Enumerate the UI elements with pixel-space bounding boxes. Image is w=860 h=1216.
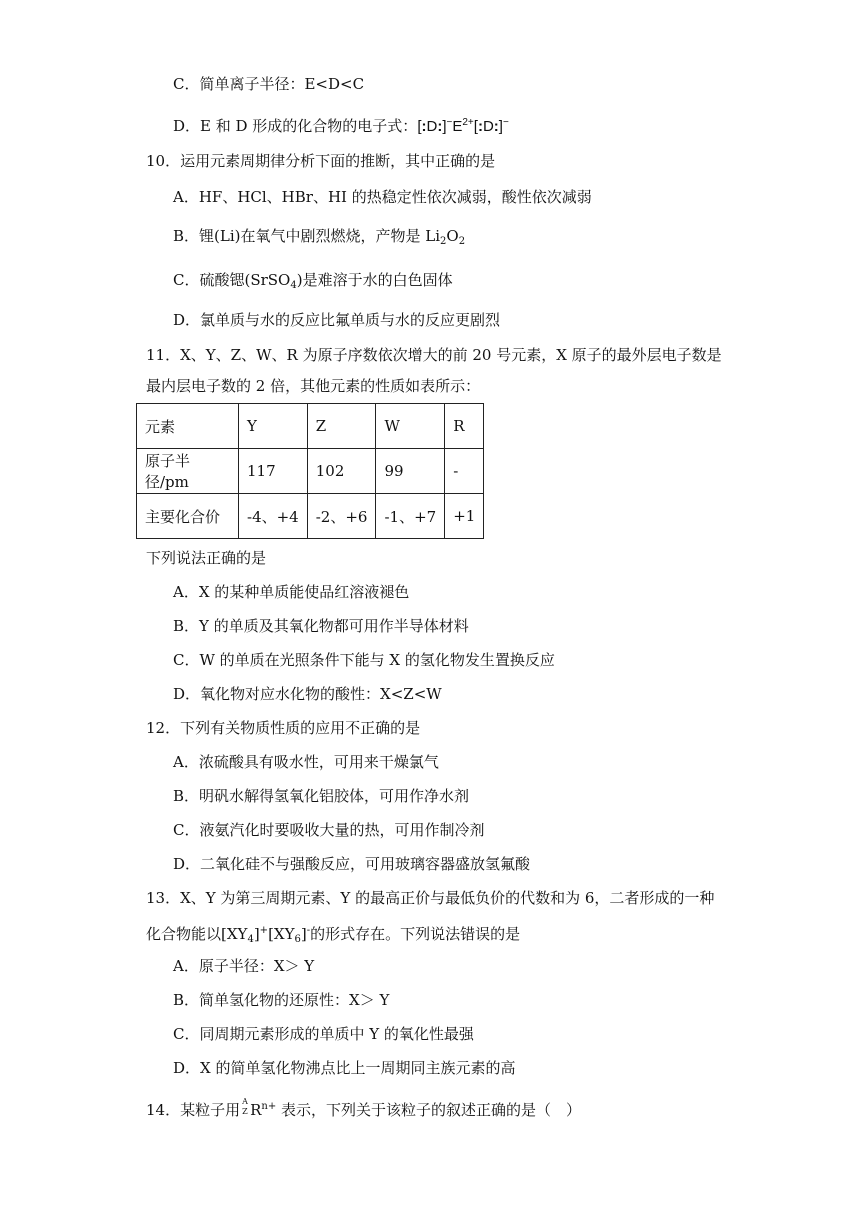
table-cell: -4、+4 <box>239 494 308 539</box>
option-10b: B．锂(Li)在氧气中剧烈燃烧，产物是 $Li_2O_2$ <box>173 227 466 247</box>
table-cell: 99 <box>376 449 445 494</box>
table-cell: 102 <box>307 449 376 494</box>
option-9c: C．简单离子半径：E<D<C <box>173 75 365 93</box>
table-cell: 117 <box>239 449 308 494</box>
table-cell: -2、+6 <box>307 494 376 539</box>
question-11-prompt: 下列说法正确的是 <box>146 549 267 567</box>
lewis-structure: $[:D:]^-E^{2+}[:D:]^-$ <box>417 117 509 135</box>
table-row <box>137 404 484 449</box>
table-cell: W <box>376 404 445 449</box>
table-cell: R <box>445 404 484 449</box>
question-10: 10．运用元素周期律分析下面的推断，其中正确的是 <box>146 152 496 170</box>
option-10a: A．HF、HCl、HBr、HI 的热稳定性依次减弱，酸性依次减弱 <box>173 188 592 206</box>
table-cell: +1 <box>445 494 484 539</box>
option-9d-text: D．E 和 D 形成的化合物的电子式： <box>173 117 418 135</box>
option-11d: D．氧化物对应水化物的酸性：X<Z<W <box>173 685 442 703</box>
element-properties-table <box>136 403 484 539</box>
question-13-line1: 13．X、Y 为第三周期元素、Y 的最高正价与最低负价的代数和为 6，二者形成的一种 <box>146 889 715 907</box>
option-12c: C．液氨汽化时要吸收大量的热，可用作制冷剂 <box>173 821 485 839</box>
option-13b: B．简单氢化物的还原性：X＞ Y <box>173 991 390 1009</box>
option-13d: D．X 的简单氢化物沸点比上一周期同主族元素的高 <box>173 1059 516 1077</box>
option-13a: A．原子半径：X＞ Y <box>173 957 315 975</box>
table-cell: - <box>445 449 484 494</box>
option-11b: B．Y 的单质及其氧化物都可用作半导体材料 <box>173 617 469 635</box>
isotope-notation: A Z <box>242 1097 248 1116</box>
question-13-line2: 化合物能以$[XY_4]^+[XY_6]^-$的形式存在。下列说法错误的是 <box>146 925 521 945</box>
option-11a: A．X 的某种单质能使品红溶液褪色 <box>173 583 410 601</box>
question-11-line1: 11．X、Y、Z、W、R 为原子序数依次增大的前 20 号元素，X 原子的最外层电子数是 <box>146 346 722 364</box>
question-11-line2: 最内层电子数的 2 倍，其他元素的性质如表所示： <box>146 377 481 395</box>
table-cell: Z <box>307 404 376 449</box>
option-9d <box>173 113 509 137</box>
question-14: 14．某粒子用 A Z $R^{n+}$ 表示，下列关于该粒子的叙述正确的是（ ） <box>146 1097 581 1119</box>
option-13c: C．同周期元素形成的单质中 Y 的氧化性最强 <box>173 1025 474 1043</box>
table-cell: 元素 <box>137 404 239 449</box>
option-10d: D．氯单质与水的反应比氟单质与水的反应更剧烈 <box>173 311 501 329</box>
table-row <box>137 494 484 539</box>
question-12: 12．下列有关物质性质的应用不正确的是 <box>146 719 421 737</box>
table-cell: 原子半径/pm <box>137 449 239 494</box>
table-row <box>137 449 484 494</box>
table-cell: 主要化合价 <box>137 494 239 539</box>
option-11c: C．W 的单质在光照条件下能与 X 的氢化物发生置换反应 <box>173 651 555 669</box>
table-cell: Y <box>239 404 308 449</box>
option-10c: C．硫酸锶(SrSO$_4$)是难溶于水的白色固体 <box>173 271 453 291</box>
table-cell: -1、+7 <box>376 494 445 539</box>
option-12d: D．二氧化硅不与强酸反应，可用玻璃容器盛放氢氟酸 <box>173 855 531 873</box>
option-12a: A．浓硫酸具有吸水性，可用来干燥氯气 <box>173 753 439 771</box>
option-12b: B．明矾水解得氢氧化铝胶体，可用作净水剂 <box>173 787 470 805</box>
